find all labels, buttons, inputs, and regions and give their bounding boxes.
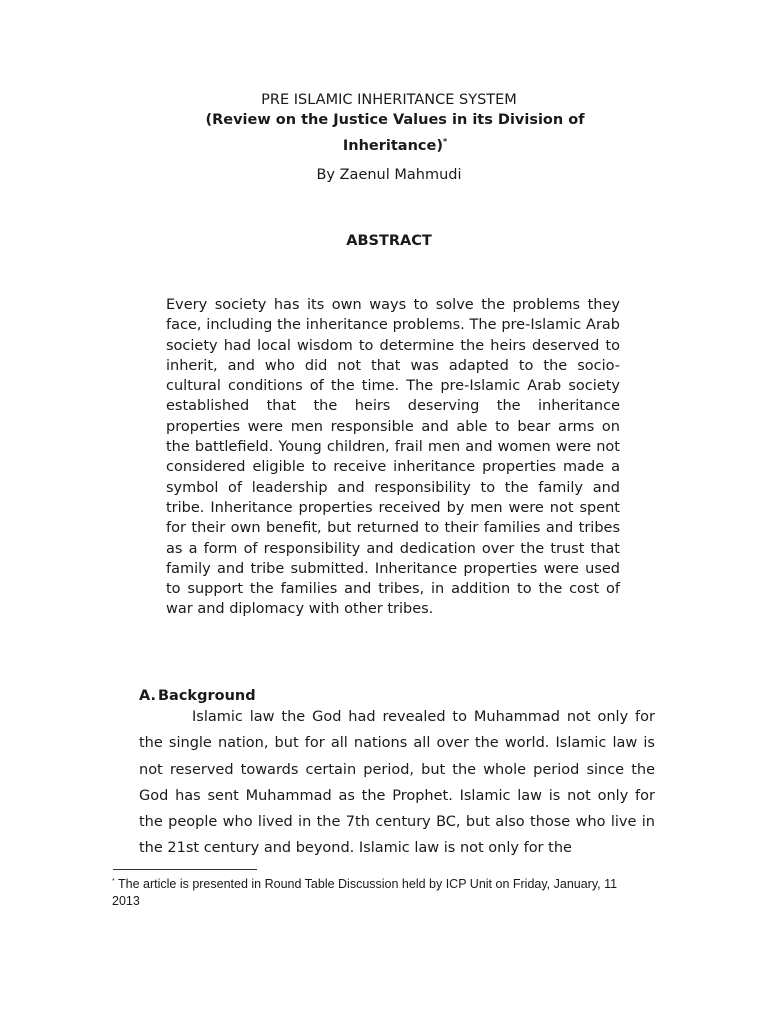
section-heading [139,686,256,706]
abstract-heading: ABSTRACT [346,233,432,249]
footnote-marker: * [112,878,115,885]
document-title: PRE ISLAMIC INHERITANCE SYSTEM [261,92,517,108]
section-number: A. [139,688,156,704]
footnote [112,873,632,910]
author-line: By Zaenul Mahmudi [316,167,462,183]
title-footnote-marker[interactable]: * [442,137,448,146]
footnote-text: The article is presented in Round Table Discussion held by ICP Unit on Friday, January, 11 2013 [112,877,618,908]
section-heading-text: Background [158,688,256,704]
document-subtitle [195,110,595,157]
footnote-divider [113,869,257,870]
section-body: Islamic law the God had revealed to Muhammad not only for the single nation, but for all nations all over the world. Islamic law is not reserved towards certain period, but the whole period since the God has sent Muhammad as the Prophet. Islamic law is not only for the people who lived in the 7th century BC, but also those who live in the 21st century and beyond. Islamic law is not only for the [139,709,655,857]
document-subtitle-text: (Review on the Justice Values in its Division of Inheritance) [205,112,585,154]
abstract-body: Every society has its own ways to solve the problems they face, including the inheritance problems. The pre-Islamic Arab society had local wisdom to determine the heirs deserved to inherit, and who did not that was adapted to the socio-cultural conditions of the time. The pre-Islamic Arab society established that the heirs deserving the inheritance properties were men responsible and able to bear arms on the battlefield. Young children, frail men and women were not considered eligible to receive inheritance properties made a symbol of leadership and responsibility to the family and tribe. Inheritance properties received by men were not spent for their own benefit, but returned to their families and tribes as a form of responsibility and dedication over the trust that family and tribe submitted. Inheritance properties were used to support the families and tribes, in addition to the cost of war and diplomacy with other tribes. [166,297,620,618]
